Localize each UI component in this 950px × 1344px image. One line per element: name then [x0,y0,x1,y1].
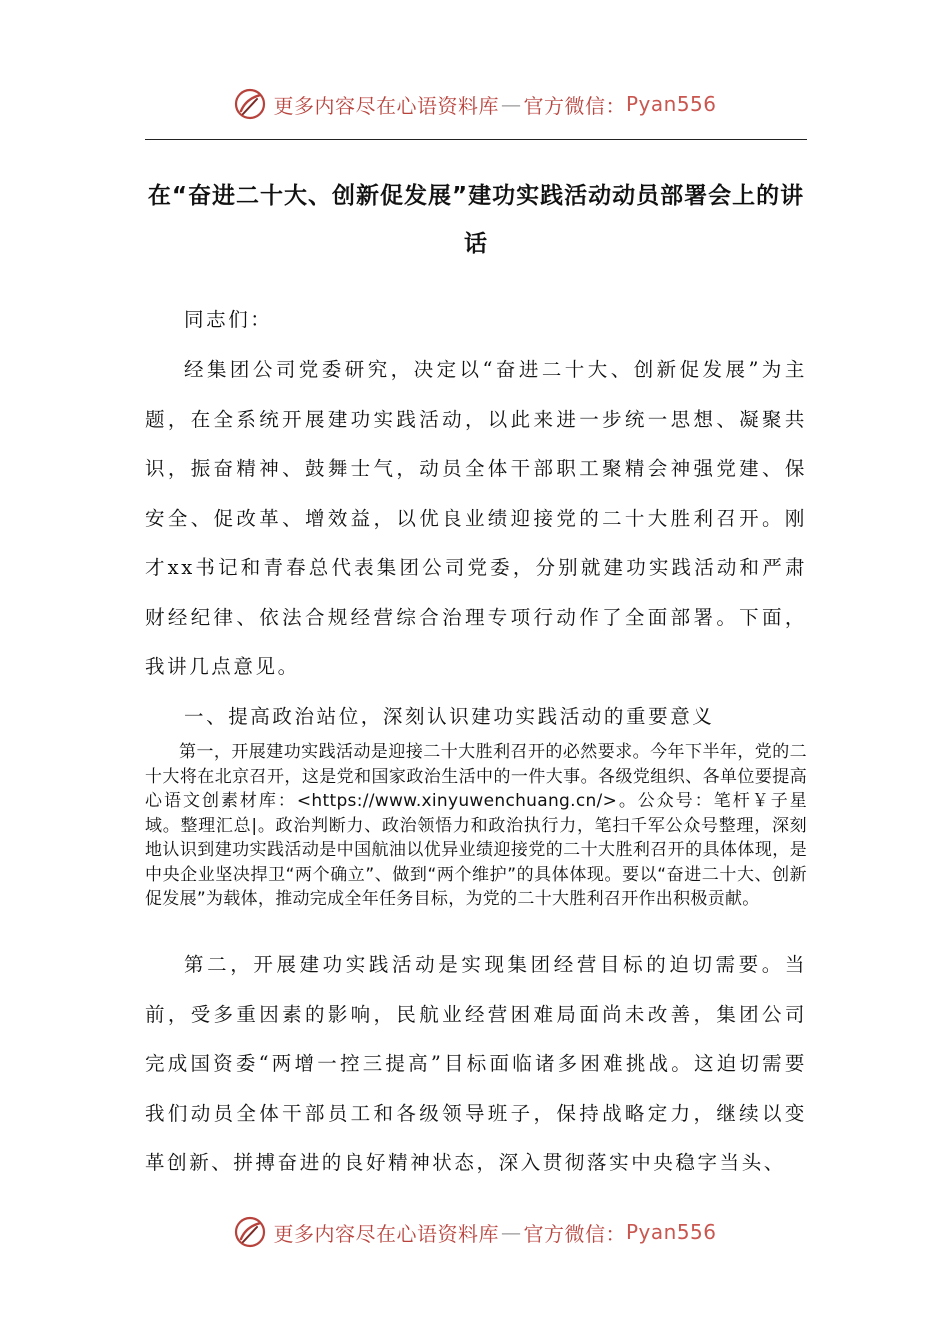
watermark-wechat-id: Pyan556 [625,1220,717,1244]
watermark-text: 更多内容尽在心语资料库 [273,93,499,118]
document-title: 在“奋进二十大、创新促发展”建功实践活动动员部署会上的讲话 [147,183,805,257]
watermark-wechat-label: 官方微信： [523,93,626,118]
pen-writing-icon [233,87,267,121]
watermark-wechat-label: 官方微信： [523,1221,626,1246]
watermark-separator: — [500,92,522,116]
paragraph-second: 第二，开展建功实践活动是实现集团经营目标的迫切需要。当前，受多重因素的影响，民航业经营困难局面尚未改善，集团公司完成国资委“两增一控三提高”目标面临诸多困难挑战。这迫切需要我们动员全体干部员工和各级领导班子，保持战略定力，继续以变革创新、拼搏奋进的良好精神状态，深入贯彻落实中央稳字当头、 [145,953,807,1174]
header-divider [145,139,807,140]
intro-paragraph: 经集团公司党委研究，决定以“奋进二十大、创新促发展”为主题，在全系统开展建功实践活动，以此来进一步统一思想、凝聚共识，振奋精神、鼓舞士气，动员全体干部职工聚精会神强党建、保安全、促改革、增效益，以优良业绩迎接党的二十大胜利召开。刚才xx书记和青春总代表集团公司党委，分别就建功实践活动和严肃财经纪律、依法合规经营综合治理专项行动作了全面部署。下面，我讲几点意见。 [145,358,807,678]
salutation: 同志们： [184,308,273,331]
header-watermark [0,84,950,124]
watermark-wechat-id: Pyan556 [625,92,717,116]
footer-watermark [0,1212,950,1252]
watermark-separator: — [500,1220,522,1244]
section-heading-1: 一、提高政治站位，深刻认识建功实践活动的重要意义 [184,705,715,728]
paragraph-first: 第一，开展建功实践活动是迎接二十大胜利召开的必然要求。今年下半年，党的二十大将在北京召开，这是党和国家政治生活中的一件大事。各级党组织、各单位要提高心语文创素材库：<https://www.xinyuwenchuang.cn/>。公众号：笔杆￥子星域。整理汇总|。政治判断力、政治领悟力和政治执行力，笔扫千军公众号整理，深刻地认识到建功实践活动是中国航油以优异业绩迎接党的二十大胜利召开的具体体现，是中央企业坚决捍卫“两个确立”、做到“两个维护”的具体体现。要以“奋进二十大、创新促发展”为载体，推动完成全年任务目标，为党的二十大胜利召开作出积极贡献。 [145,742,807,909]
watermark-text: 更多内容尽在心语资料库 [273,1221,499,1246]
pen-writing-icon [233,1215,267,1249]
